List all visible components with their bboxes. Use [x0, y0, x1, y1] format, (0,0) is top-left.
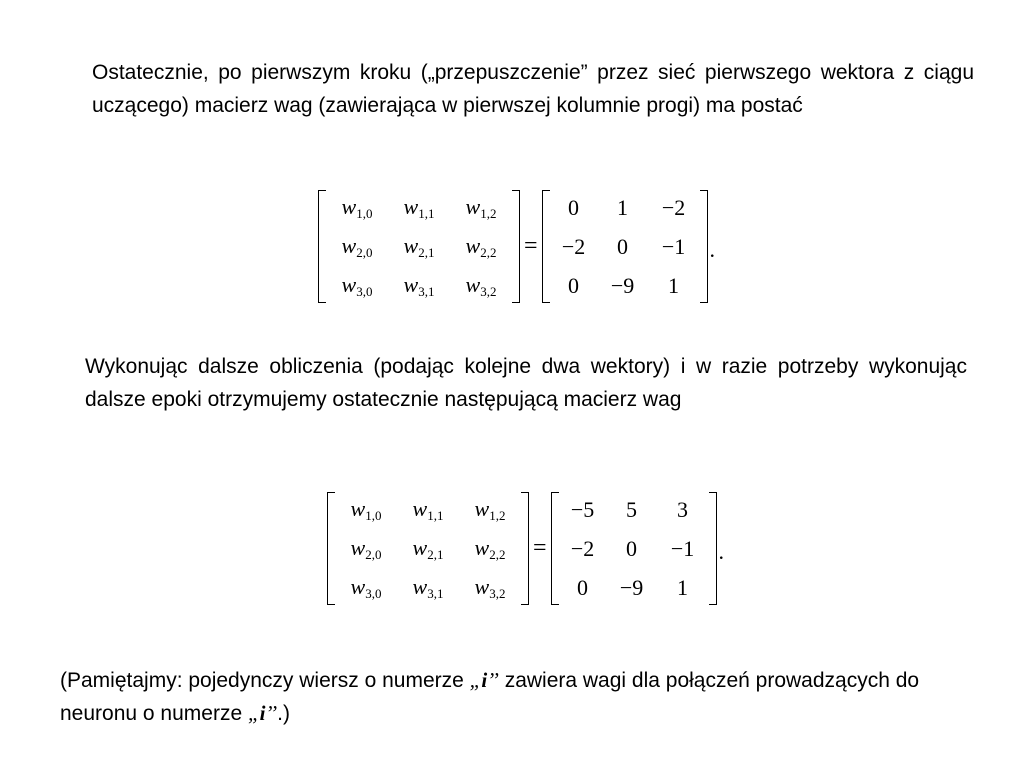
weight-cell: $w_{3,1}$	[412, 573, 444, 601]
reminder-text-3: .)	[277, 702, 290, 725]
matrix-value: −5	[570, 496, 595, 522]
index-variable: i	[259, 701, 266, 725]
weight-cell: $w_{1,0}$	[341, 193, 373, 221]
weight-cell: $w_{3,0}$	[341, 271, 373, 299]
matrix-value: 0	[617, 233, 629, 259]
open-quote: „	[247, 701, 260, 725]
weight-cell: $w_{2,1}$	[403, 232, 435, 260]
matrix-value: 1	[617, 194, 629, 220]
equals-sign: =	[533, 535, 547, 561]
value-matrix-step1	[542, 188, 708, 305]
matrix-value: 5	[626, 496, 638, 522]
close-quote: ’’	[265, 701, 278, 725]
matrix-value: 3	[677, 496, 689, 522]
value-matrix-final	[551, 490, 717, 607]
matrix-value: −9	[610, 272, 635, 298]
weight-cell: $w_{1,1}$	[412, 495, 444, 523]
weight-cell: $w_{2,2}$	[474, 534, 506, 562]
matrix-value: 0	[568, 272, 580, 298]
weight-symbol-matrix	[327, 490, 529, 607]
weight-cell: $w_{2,1}$	[412, 534, 444, 562]
matrix-value: −9	[619, 574, 644, 600]
reminder-text-2: zawiera wagi dla połączeń prowadzących do neuronu o numerze	[60, 669, 920, 725]
matrix-value: −2	[561, 233, 586, 259]
weight-cell: $w_{1,0}$	[350, 495, 382, 523]
matrix-value: 0	[568, 194, 580, 220]
matrix-value: 1	[668, 272, 680, 298]
paragraph-reminder	[60, 664, 960, 730]
period: .	[718, 538, 725, 564]
equation-final	[327, 490, 724, 607]
equals-sign: =	[524, 233, 538, 259]
index-variable: i	[481, 668, 488, 692]
weight-cell: $w_{3,2}$	[474, 573, 506, 601]
weight-cell: $w_{1,2}$	[465, 193, 497, 221]
matrix-value: 1	[677, 574, 689, 600]
period: .	[709, 236, 716, 262]
paragraph-further-epochs: Wykonując dalsze obliczenia (podając kolejne dwa wektory) i w razie potrzeby wykonując dalsze epoki otrzymujemy ostatecznie następującą macierz wag	[85, 355, 967, 411]
weight-cell: $w_{1,2}$	[474, 495, 506, 523]
weight-cell: $w_{2,0}$	[350, 534, 382, 562]
weight-cell: $w_{2,0}$	[341, 232, 373, 260]
matrix-value: 0	[626, 535, 638, 561]
open-quote: „	[469, 668, 482, 692]
matrix-value: −2	[570, 535, 595, 561]
close-quote: ’’	[487, 668, 499, 692]
weight-cell: $w_{2,2}$	[465, 232, 497, 260]
matrix-value: −1	[661, 233, 686, 259]
equation-step1	[318, 188, 715, 305]
matrix-value: −2	[661, 194, 686, 220]
weight-cell: $w_{3,2}$	[465, 271, 497, 299]
weight-symbol-matrix	[318, 188, 520, 305]
matrix-value: 0	[577, 574, 589, 600]
weight-cell: $w_{1,1}$	[403, 193, 435, 221]
weight-cell: $w_{3,0}$	[350, 573, 382, 601]
matrix-value: −1	[670, 535, 695, 561]
weight-cell: $w_{3,1}$	[403, 271, 435, 299]
reminder-text-1: (Pamiętajmy: pojedynczy wiersz o numerze	[60, 669, 470, 692]
paragraph-step1: Ostatecznie, po pierwszym kroku („przepuszczenie” przez sieć pierwszego wektora z ciągu uczącego) macierz wag (zawierająca w pierwszej kolumnie progi) ma postać	[92, 61, 974, 117]
